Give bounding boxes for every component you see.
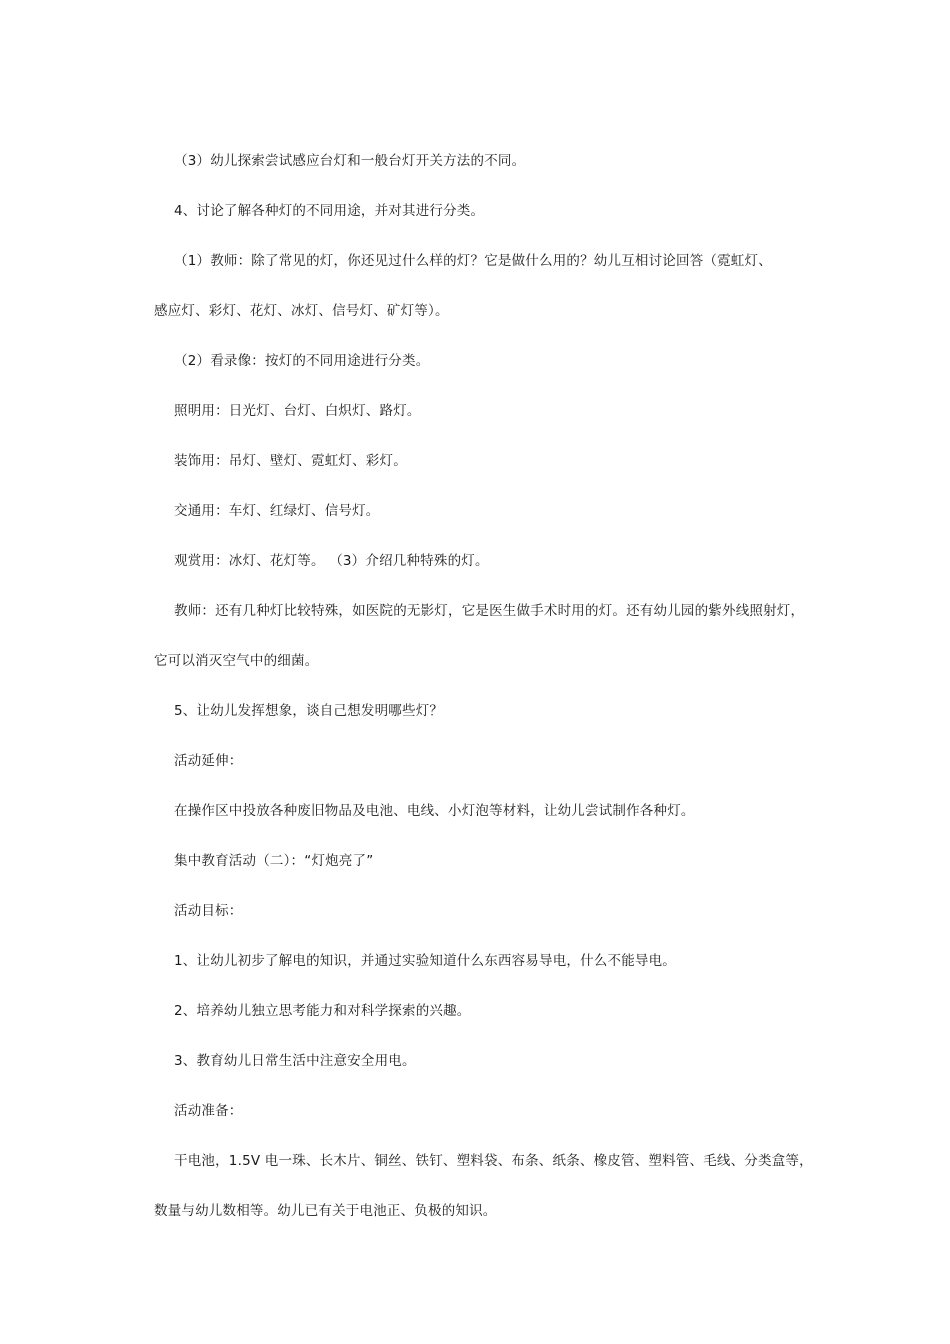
text-line: 数量与幼儿数相等。幼儿已有关于电池正、负极的知识。 bbox=[154, 1203, 497, 1219]
text-line: （1）教师：除了常见的灯，你还见过什么样的灯？它是做什么用的？幼儿互相讨论回答（霓虹灯、 bbox=[174, 253, 772, 269]
text-line: 交通用：车灯、红绿灯、信号灯。 bbox=[174, 503, 380, 519]
text-line: 它可以消灭空气中的细菌。 bbox=[154, 653, 319, 669]
text-line: 照明用：日光灯、台灯、白炽灯、路灯。 bbox=[174, 403, 421, 419]
text-line: 感应灯、彩灯、花灯、冰灯、信号灯、矿灯等）。 bbox=[154, 303, 449, 319]
text-line: 装饰用：吊灯、壁灯、霓虹灯、彩灯。 bbox=[174, 453, 407, 469]
text-line: 观赏用：冰灯、花灯等。 （3）介绍几种特殊的灯。 bbox=[174, 553, 489, 569]
text-line: 1、让幼儿初步了解电的知识，并通过实验知道什么东西容易导电，什么不能导电。 bbox=[174, 953, 676, 969]
section-heading: 活动目标： bbox=[174, 903, 243, 919]
text-line: 教师：还有几种灯比较特殊，如医院的无影灯，它是医生做手术时用的灯。还有幼儿园的紫外线照射灯， bbox=[174, 603, 805, 619]
section-heading: 活动延伸： bbox=[174, 753, 243, 769]
text-line: （3）幼儿探索尝试感应台灯和一般台灯开关方法的不同。 bbox=[174, 153, 526, 169]
text-line: 在操作区中投放各种废旧物品及电池、电线、小灯泡等材料，让幼儿尝试制作各种灯。 bbox=[174, 803, 695, 819]
text-line: （2）看录像：按灯的不同用途进行分类。 bbox=[174, 353, 430, 369]
text-line: 2、培养幼儿独立思考能力和对科学探索的兴趣。 bbox=[174, 1003, 471, 1019]
text-line: 4、讨论了解各种灯的不同用途，并对其进行分类。 bbox=[174, 203, 485, 219]
section-heading: 活动准备： bbox=[174, 1103, 243, 1119]
text-line: 干电池，1.5V 电一珠、长木片、铜丝、铁钉、塑料袋、布条、纸条、橡皮管、塑料管、毛线、分类盒等， bbox=[174, 1153, 813, 1169]
section-heading: 集中教育活动（二）：“灯炮亮了” bbox=[174, 853, 374, 869]
text-line: 5、让幼儿发挥想象，谈自己想发明哪些灯？ bbox=[174, 703, 444, 719]
text-line: 3、教育幼儿日常生活中注意安全用电。 bbox=[174, 1053, 416, 1069]
